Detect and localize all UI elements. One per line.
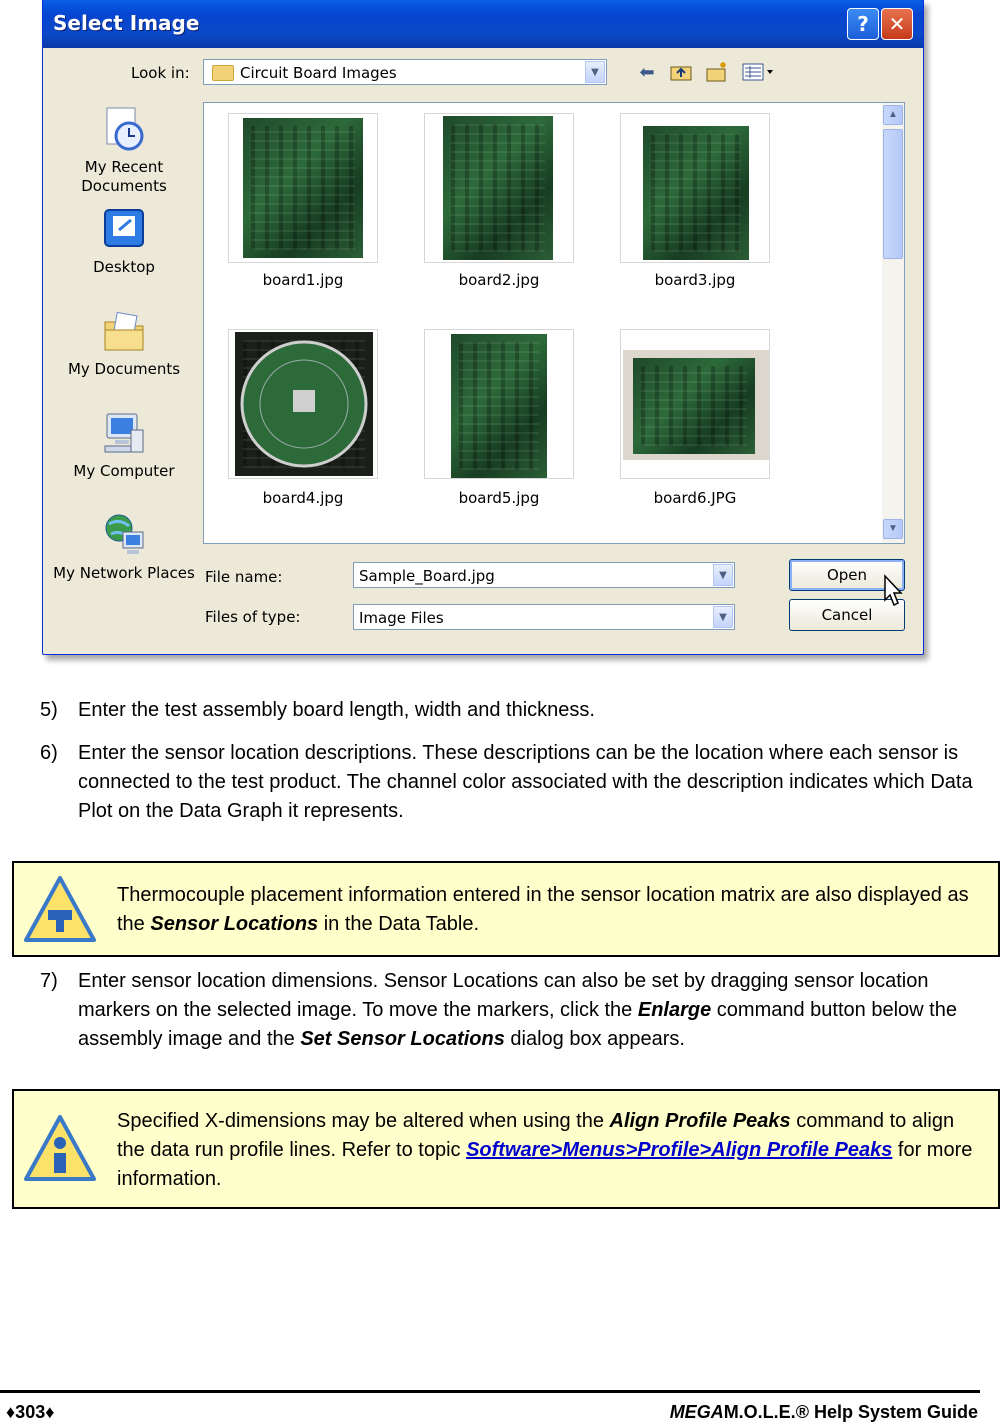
file-thumbnail[interactable] [620,113,770,263]
file-thumbnail[interactable] [228,329,378,479]
align-profile-peaks-link[interactable]: Software>Menus>Profile>Align Profile Peaks [466,1139,893,1161]
info-text [117,1107,987,1194]
my-documents-icon [101,308,147,354]
tip-icon [24,874,96,946]
close-button[interactable]: ✕ [881,8,913,40]
file-type-select[interactable] [353,604,735,630]
file-type-label: Files of type: [205,608,301,626]
step-emphasis: Set Sensor Locations [300,1028,505,1050]
select-image-dialog [42,0,924,655]
step-number: 5) [40,699,58,721]
views-menu-icon[interactable] [741,60,777,84]
circuit-board-image [443,116,553,260]
tip-note [12,861,1000,957]
circuit-board-image [633,358,755,454]
look-in-value: Circuit Board Images [240,64,397,82]
network-places-icon [101,512,147,558]
file-thumbnail[interactable] [228,113,378,263]
footer-guide: M.O.L.E.® Help System Guide [723,1402,978,1422]
step-text: Enter the sensor location descriptions. These descriptions can be the location where each sensor is connected to the test product. The channel color associated with the description indicates which Data Plot on the Data Graph it represents. [78,742,973,822]
up-folder-icon[interactable] [669,60,693,84]
mouse-cursor-icon [879,574,903,613]
file-name-field-label: File name: [205,568,283,586]
file-name-label[interactable]: board5.jpg [458,489,540,507]
place-label: Desktop [93,258,155,276]
note-text: Specified X-dimensions may be altered when using the [117,1110,610,1132]
dialog-title: Select Image [53,11,200,35]
back-arrow-icon[interactable]: ⬅ [639,62,655,82]
file-type-value: Image Files [359,609,444,627]
circuit-board-image [243,118,363,258]
step-text-part: dialog box appears. [504,1028,685,1050]
chevron-down-icon[interactable]: ▼ [585,61,605,83]
step-number: 7) [40,970,58,992]
note-emphasis: Align Profile Peaks [609,1110,791,1132]
step-text-part: command button below the assembly image and the [78,999,957,1050]
place-desktop[interactable] [49,206,199,277]
look-in-select[interactable] [203,59,607,85]
footer-brand: MEGA [669,1402,724,1422]
place-label: My Recent Documents [81,158,167,195]
place-my-network[interactable] [49,512,199,583]
step-text: Enter the test assembly board length, width and thickness. [78,699,595,721]
step-text-part: Enter sensor location dimensions. Sensor Locations can also be set by dragging sensor location markers on the selected image. To move the markers, click the [78,970,929,1021]
place-label: My Network Places [53,564,195,582]
place-label: My Computer [73,462,175,480]
file-name-label[interactable]: board6.JPG [653,489,737,507]
place-label: My Documents [67,360,181,378]
file-name-label[interactable]: board3.jpg [654,271,736,289]
chevron-down-icon[interactable]: ▼ [713,606,733,628]
info-icon [24,1113,96,1185]
look-in-label: Look in: [131,64,190,82]
vertical-scrollbar[interactable] [882,103,904,543]
cancel-button[interactable]: Cancel [789,599,905,631]
my-computer-icon [101,410,147,456]
note-text: command to align the data run profile lines. Refer to topic [117,1110,955,1161]
note-text: for more information. [117,1139,973,1190]
step-number: 6) [40,742,58,764]
circuit-board-image [643,126,749,260]
scroll-up-button[interactable]: ▲ [883,105,903,125]
page-number: ♦303♦ [6,1402,55,1422]
note-text: Thermocouple placement information entered in the sensor location matrix are also displayed as the [117,884,969,935]
scroll-down-button[interactable]: ▼ [883,519,903,539]
file-name-input[interactable] [353,562,735,588]
chevron-down-icon[interactable]: ▼ [713,564,733,586]
footer-title [670,1402,978,1423]
scroll-thumb[interactable] [883,129,903,259]
place-recent-documents[interactable] [49,106,199,196]
file-name-label[interactable]: board2.jpg [458,271,540,289]
desktop-icon [101,206,147,252]
help-button[interactable]: ? [847,8,879,40]
info-note [12,1089,1000,1209]
folder-icon [212,65,234,81]
step-emphasis: Enlarge [637,999,712,1021]
step-text [78,967,978,1054]
circuit-board-image [451,334,547,478]
recent-documents-icon [101,106,147,152]
new-folder-icon[interactable] [705,60,729,84]
place-my-documents[interactable] [49,308,199,379]
open-button[interactable]: Open [789,559,905,591]
file-name-label[interactable]: board1.jpg [262,271,344,289]
footer-rule [0,1390,980,1393]
circuit-board-image [235,332,373,476]
file-name-value: Sample_Board.jpg [359,567,495,585]
tip-text [117,881,987,939]
file-thumbnail[interactable] [620,329,770,479]
file-thumbnail[interactable] [424,329,574,479]
place-my-computer[interactable] [49,410,199,481]
file-thumbnail[interactable] [424,113,574,263]
note-emphasis: Sensor Locations [150,913,319,935]
file-name-label[interactable]: board4.jpg [262,489,344,507]
note-text: in the Data Table. [318,913,480,935]
dialog-titlebar [43,0,923,48]
file-list[interactable] [203,102,905,544]
